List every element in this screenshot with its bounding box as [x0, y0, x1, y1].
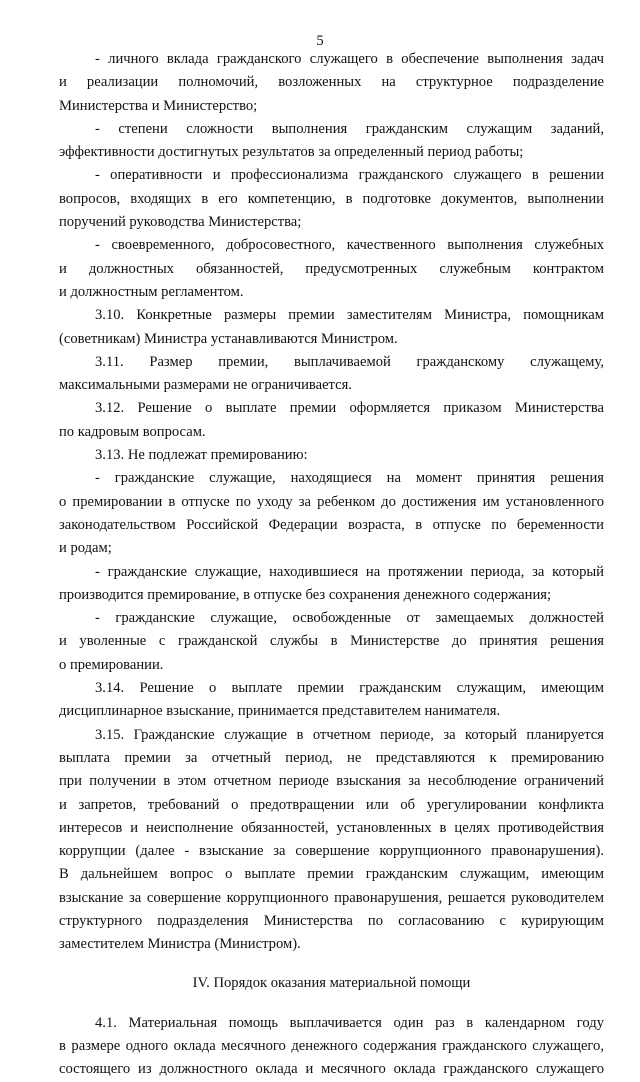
text-line: 3.11. Размер премии, выплачиваемой гражданскому служащему,	[95, 353, 604, 370]
text-line: 3.12. Решение о выплате премии оформляется приказом Министерства	[95, 400, 604, 417]
text-line: и запретов, требований о предотвращении или об урегулировании конфликта	[59, 796, 604, 813]
paragraph	[59, 677, 604, 724]
text-line: по кадровым вопросам.	[59, 423, 206, 440]
text-line: состоящего из должностного оклада и месячного оклада гражданского служащего	[59, 1061, 604, 1078]
text-line: и должностных обязанностей, предусмотренных служебным контрактом	[59, 260, 604, 277]
text-line: и уволенные с гражданской службы в Министерстве до принятия решения	[59, 633, 604, 650]
text-line: - гражданские служащие, находящиеся на момент принятия решения	[95, 470, 604, 487]
text-line: поручений руководства Министерства;	[59, 214, 302, 231]
paragraph	[59, 118, 604, 165]
text-line: 3.13. Не подлежат премированию:	[95, 447, 308, 464]
text-line: законодательством Российской Федерации возраста, в отпуске по беременности	[59, 516, 604, 533]
text-line: в размере одного оклада месячного денежного содержания гражданского служащего,	[59, 1038, 604, 1055]
text-line: заместителем Министра (Министром).	[59, 936, 301, 953]
paragraph	[59, 397, 604, 444]
paragraph	[59, 164, 604, 234]
text-line: - оперативности и профессионализма гражданского служащего в решении	[95, 167, 604, 184]
final-paragraph	[59, 1012, 604, 1082]
text-line: структурного подразделения Министерства по согласованию с курирующим	[59, 912, 604, 929]
text-line: 4.1. Материальная помощь выплачивается один раз в календарном году	[95, 1014, 604, 1031]
paragraph	[59, 444, 604, 467]
text-line: максимальными размерами не ограничивается.	[59, 377, 352, 394]
document-body	[59, 48, 604, 1082]
paragraph	[59, 467, 604, 560]
paragraph	[59, 351, 604, 398]
text-line: Министерства и Министерство;	[59, 97, 258, 114]
spacer	[59, 995, 604, 1012]
text-line: 3.15. Гражданские служащие в отчетном периоде, за который планируется	[95, 726, 604, 743]
paragraph-list	[59, 48, 604, 957]
text-line: - степени сложности выполнения гражданским служащим заданий,	[95, 120, 604, 137]
paragraph	[59, 607, 604, 677]
paragraph	[59, 48, 604, 118]
spacer	[59, 957, 604, 972]
paragraph	[59, 561, 604, 608]
paragraph	[59, 234, 604, 304]
text-line: и родам;	[59, 540, 112, 557]
section-heading: IV. Порядок оказания материальной помощи	[192, 974, 471, 991]
text-line: о премировании в отпуске по уходу за ребенком до достижения им установленного	[59, 493, 604, 510]
text-line: дисциплинарное взыскание, принимается представителем нанимателя.	[59, 703, 501, 720]
text-line: - личного вклада гражданского служащего в обеспечение выполнения задач	[95, 51, 604, 67]
text-line: вопросов, входящих в его компетенцию, в подготовке документов, выполнении	[59, 190, 604, 207]
text-line: - гражданские служащие, находившиеся на протяжении периода, за который	[95, 563, 604, 580]
text-line: эффективности достигнутых результатов за определенный период работы;	[59, 144, 524, 161]
paragraph	[59, 724, 604, 957]
text-line: - своевременного, добросовестного, качественного выполнения служебных	[95, 237, 604, 254]
text-line: (советникам) Министра устанавливаются Министром.	[59, 330, 398, 347]
text-line: и реализации полномочий, возложенных на структурное подразделение	[59, 74, 604, 91]
text-line: 3.14. Решение о выплате премии гражданским служащим, имеющим	[95, 680, 604, 697]
text-line: 3.10. Конкретные размеры премии заместителям Министра, помощникам	[95, 307, 604, 324]
text-line: коррупции (далее - взыскание за совершение коррупционного правонарушения).	[59, 843, 604, 860]
text-line: при получении в этом отчетном периоде взыскания за несоблюдение ограничений	[59, 773, 604, 790]
paragraph	[59, 304, 604, 351]
text-line: интересов и неисполнение обязанностей, установленных в целях противодействия	[59, 819, 604, 836]
text-line: о премировании.	[59, 656, 164, 673]
text-line: В дальнейшем вопрос о выплате премии гражданским служащим, имеющим	[59, 866, 604, 883]
page-number: 5	[316, 33, 324, 49]
text-line: взыскание за совершение коррупционного правонарушения, решается руководителем	[59, 889, 604, 906]
text-line: производится премирование, в отпуске без сохранения денежного содержания;	[59, 586, 552, 603]
text-line: и должностным регламентом.	[59, 283, 244, 300]
text-line: выплата премии за отчетный период, не представляются к премированию	[59, 749, 604, 766]
text-line: - гражданские служащие, освобожденные от замещаемых должностей	[95, 610, 604, 627]
